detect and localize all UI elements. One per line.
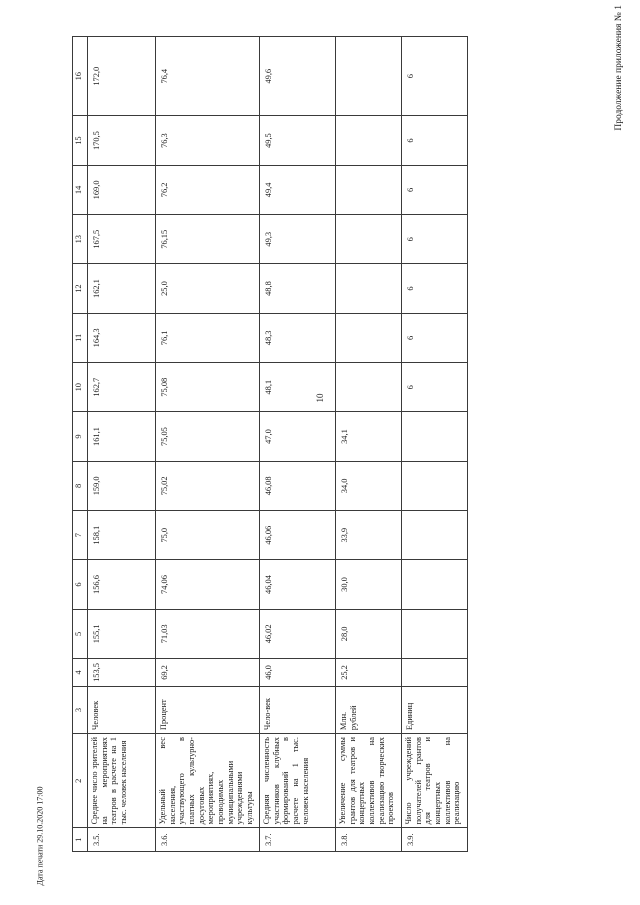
column-header: 10 — [73, 363, 88, 412]
value-cell: 34,1 — [336, 412, 402, 461]
value-cell — [336, 363, 402, 412]
indicator-name-cell: Среднее число зрителей на мероприятиях театров в расчете на 1 тыс. человек населения — [88, 734, 156, 828]
indicator-name-cell: Увеличение суммы грантов для театров и концертных коллективов на реализацию творческих проектов — [336, 734, 402, 828]
indicator-table — [72, 36, 468, 852]
value-cell: 76,1 — [156, 313, 260, 362]
value-cell — [402, 511, 468, 560]
value-cell: 46,0 — [260, 659, 336, 687]
value-cell: 75,02 — [156, 461, 260, 510]
unit-cell: Млн. рублей — [336, 686, 402, 733]
value-cell: 76,2 — [156, 165, 260, 214]
indicator-name-cell: Удельный вес населения, участвующего в платных культурно-досуговых мероприятиях, проводимых муниципальными учреждениями культуры — [156, 734, 260, 828]
value-cell: 161,1 — [88, 412, 156, 461]
row-number-cell: 3.6. — [156, 828, 260, 852]
value-cell: 155,1 — [88, 609, 156, 658]
value-cell: 33,9 — [336, 511, 402, 560]
value-cell — [402, 560, 468, 609]
unit-cell: Человек — [88, 686, 156, 733]
column-header: 3 — [73, 686, 88, 733]
value-cell: 76,4 — [156, 37, 260, 116]
value-cell: 46,04 — [260, 560, 336, 609]
value-cell — [336, 116, 402, 165]
column-header: 2 — [73, 734, 88, 828]
unit-cell: Чело-век — [260, 686, 336, 733]
value-cell: 162,7 — [88, 363, 156, 412]
value-cell — [402, 659, 468, 687]
value-cell: 75,08 — [156, 363, 260, 412]
row-number-cell: 3.8. — [336, 828, 402, 852]
column-header: 5 — [73, 609, 88, 658]
value-cell: 76,15 — [156, 215, 260, 264]
row-number-cell: 3.7. — [260, 828, 336, 852]
value-cell: 172,0 — [88, 37, 156, 116]
value-cell — [336, 313, 402, 362]
indicator-name-cell: Число учреждений получателей грантов для театров и концертных коллективов на реализацию — [402, 734, 468, 828]
value-cell: 75,05 — [156, 412, 260, 461]
print-date: Дата печати 29.10.2020 17:00 — [35, 786, 45, 886]
unit-cell: Процент — [156, 686, 260, 733]
column-header: 7 — [73, 511, 88, 560]
page-number: 10 — [315, 393, 325, 403]
value-cell: 25,0 — [156, 264, 260, 313]
value-cell: 159,0 — [88, 461, 156, 510]
column-header: 4 — [73, 659, 88, 687]
value-cell: 164,3 — [88, 313, 156, 362]
unit-cell: Единиц — [402, 686, 468, 733]
value-cell: 158,1 — [88, 511, 156, 560]
value-cell: 46,08 — [260, 461, 336, 510]
value-cell: 6 — [402, 116, 468, 165]
row-number-cell: 3.5. — [88, 828, 156, 852]
value-cell: 28,0 — [336, 609, 402, 658]
value-cell: 74,06 — [156, 560, 260, 609]
value-cell: 34,0 — [336, 461, 402, 510]
value-cell: 76,3 — [156, 116, 260, 165]
value-cell: 49,6 — [260, 37, 336, 116]
value-cell — [336, 264, 402, 313]
value-cell: 6 — [402, 264, 468, 313]
value-cell: 170,5 — [88, 116, 156, 165]
value-cell: 71,03 — [156, 609, 260, 658]
value-cell: 167,5 — [88, 215, 156, 264]
value-cell: 49,5 — [260, 116, 336, 165]
header-row — [73, 37, 88, 852]
value-cell: 48,1 — [260, 363, 336, 412]
table-row — [260, 37, 336, 852]
value-cell: 46,02 — [260, 609, 336, 658]
column-header: 13 — [73, 215, 88, 264]
value-cell: 169,0 — [88, 165, 156, 214]
column-header: 6 — [73, 560, 88, 609]
indicator-name-cell: Средняя численность участников клубных формирований в расчете на 1 тыс. человек населения — [260, 734, 336, 828]
value-cell: 48,3 — [260, 313, 336, 362]
value-cell: 6 — [402, 37, 468, 116]
continuation-label: Продолжение приложения № 1 — [614, 5, 624, 131]
value-cell — [402, 461, 468, 510]
column-header: 1 — [73, 828, 88, 852]
value-cell: 30,0 — [336, 560, 402, 609]
value-cell: 6 — [402, 165, 468, 214]
value-cell: 6 — [402, 313, 468, 362]
value-cell: 6 — [402, 363, 468, 412]
value-cell — [402, 412, 468, 461]
table-rotated-wrapper — [72, 36, 530, 852]
table-row — [336, 37, 402, 852]
column-header: 14 — [73, 165, 88, 214]
value-cell: 153,5 — [88, 659, 156, 687]
column-header: 15 — [73, 116, 88, 165]
value-cell: 75,0 — [156, 511, 260, 560]
value-cell: 49,3 — [260, 215, 336, 264]
value-cell — [336, 37, 402, 116]
column-header: 11 — [73, 313, 88, 362]
value-cell — [336, 215, 402, 264]
column-header: 12 — [73, 264, 88, 313]
value-cell: 6 — [402, 215, 468, 264]
column-header: 16 — [73, 37, 88, 116]
value-cell: 25,2 — [336, 659, 402, 687]
row-number-cell: 3.9. — [402, 828, 468, 852]
value-cell: 46,06 — [260, 511, 336, 560]
column-header: 9 — [73, 412, 88, 461]
value-cell: 156,6 — [88, 560, 156, 609]
value-cell: 48,8 — [260, 264, 336, 313]
value-cell: 69,2 — [156, 659, 260, 687]
column-header: 8 — [73, 461, 88, 510]
value-cell: 162,1 — [88, 264, 156, 313]
table-row — [402, 37, 468, 852]
table-row — [156, 37, 260, 852]
value-cell: 47,0 — [260, 412, 336, 461]
value-cell — [336, 165, 402, 214]
table-row — [88, 37, 156, 852]
value-cell: 49,4 — [260, 165, 336, 214]
value-cell — [402, 609, 468, 658]
